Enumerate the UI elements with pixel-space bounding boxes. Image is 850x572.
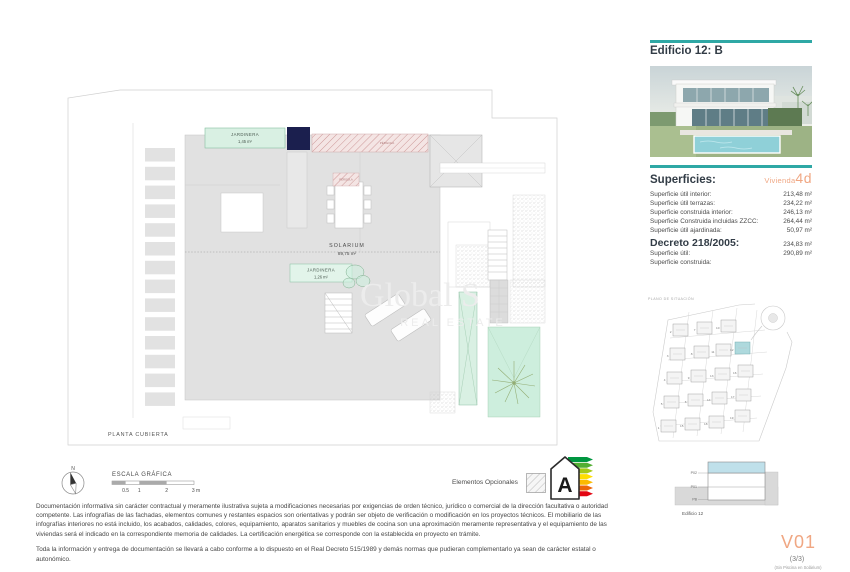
stairs (325, 293, 352, 333)
surfaces-list (650, 192, 812, 237)
svg-text:4: 4 (663, 378, 666, 382)
floor-label-p02: P02 (690, 471, 697, 476)
pergola-patch-note: PÉRGOLA (339, 177, 353, 182)
chimney-block (287, 127, 310, 150)
scale-tick-0: 0.5 (122, 488, 130, 494)
surface-row: Superficie útil ajardinada: 50,97 m² (650, 227, 812, 235)
disclaimer-paragraph-2: Toda la información y entrega de documentación se llevará a cabo conforme a lo dispuesto en el Real Decreto 515/1989 y demás normas que pudieran complementarlo ya sean de carácter estatal o autonómico. (36, 546, 596, 563)
section-highlighted-floor (708, 462, 765, 473)
building-render-image (650, 66, 812, 157)
map-block-highlighted (730, 342, 750, 354)
svg-text:14: 14 (707, 398, 711, 402)
plan-note-box (183, 417, 230, 429)
garden-tree (488, 327, 540, 417)
map-block (704, 416, 724, 428)
svg-text:13: 13 (710, 374, 714, 378)
map-block (667, 348, 685, 360)
energy-bar (568, 457, 593, 462)
vivienda-prefix: Vivienda (764, 176, 796, 185)
floor-label-p01: P01 (690, 485, 697, 490)
version-label: V01 (781, 532, 817, 552)
map-block (733, 365, 753, 377)
pergola-strip-note: PÉRGOLA (379, 141, 395, 145)
page-indicator: (3/3) (789, 556, 805, 563)
svg-text:17: 17 (731, 395, 735, 399)
svg-text:16: 16 (733, 371, 737, 375)
section-terrain-step (765, 472, 778, 505)
north-compass (56, 462, 90, 498)
surface-row: Superficie Construida incluidas ZZCC: 264,44 m² (650, 218, 812, 226)
superficies-header (650, 170, 812, 188)
solarium-area: 89,75 m² (337, 251, 357, 256)
svg-text:18: 18 (704, 422, 708, 426)
map-block (716, 320, 736, 332)
vivienda-tag (764, 170, 812, 188)
svg-text:11: 11 (711, 350, 715, 354)
section-building-body (708, 473, 765, 500)
building-title: Edificio 12: B (650, 45, 723, 57)
map-block (731, 389, 751, 401)
planter-mid (290, 264, 352, 282)
svg-text:8: 8 (690, 352, 693, 356)
map-block (691, 346, 709, 358)
pergola-strip (312, 134, 428, 152)
solarium-name: SOLARIUM (329, 243, 365, 249)
vivienda-code: 4d (795, 170, 812, 186)
sheet-footnote: (Sin Piscina en Solárium) (774, 565, 822, 570)
map-block (707, 392, 727, 404)
surface-row: Superficie útil terrazas: 234,22 m² (650, 200, 812, 208)
skylight (430, 135, 482, 187)
svg-text:7: 7 (693, 328, 696, 332)
site-map-note: PLANO DE SITUACIÓN (648, 297, 694, 301)
optional-hatch-swatch (526, 473, 546, 493)
watermark-subtitle: REAL ESTATE (400, 317, 506, 329)
outdoor-table (327, 182, 371, 228)
decreto-label-1: Superficie útil: (650, 250, 691, 258)
energy-rating-icon (548, 454, 604, 502)
decreto-value-2: 290,89 m² (783, 250, 812, 258)
svg-text:1: 1 (657, 426, 660, 430)
surface-row: Superficie útil interior: 213,48 m² (650, 191, 812, 198)
map-block (711, 344, 731, 356)
floor-label-pb: PB (692, 497, 697, 502)
energy-letter: A (557, 474, 573, 497)
decreto-block (650, 237, 812, 270)
disclaimer-paragraph-1: Documentación informativa sin carácter contractual y meramente ilustrativa sujeta a modificaciones necesarias por exigencias de orden técnico, jurídico o comercial de la dirección facultativa o autoridad competente. Las infografías de las fachadas, elementos comunes y restantes espacios son orientativas y podrán ser objeto de verificación o modificación en los proyectos técnicos. El mobiliario de las infografías interiores no está incluido, los acabados, calidades, colores, equipamiento, aparatos sanitarios y muebles de cocina son una aproximación meramente representativa y el equipamiento de las viviendas será el indicado en la correspondiente memoria de calidades. La certificación energética se corresponde con la establecida en proyecto en trámite. (36, 503, 608, 538)
planter-top (205, 128, 285, 148)
divider-top (650, 40, 812, 43)
svg-text:5: 5 (660, 402, 663, 406)
map-block (680, 418, 700, 430)
svg-text:3: 3 (666, 354, 669, 358)
planter-top-area: 1,45 m² (238, 139, 252, 144)
plan-title: PLANTA CUBIERTA (108, 432, 169, 438)
floor-plan-drawing (25, 78, 625, 453)
pergola-table-patch (333, 173, 359, 186)
section-caption: Edificio 12 (682, 511, 704, 516)
optional-elements-label: Elementos Opcionales (452, 479, 518, 486)
surface-row: Superficie construida interior: 246,13 m² (650, 209, 812, 217)
map-block (694, 322, 712, 334)
scale-tick-3: 3 m (191, 488, 201, 494)
decreto-heading: Decreto 218/2005: (650, 237, 740, 249)
map-block (685, 394, 703, 406)
planter-top-label: JARDINERA (231, 132, 259, 137)
svg-text:9: 9 (687, 376, 690, 380)
svg-text:2: 2 (669, 330, 672, 334)
map-block (661, 396, 679, 408)
decreto-value-1: 234,83 m² (783, 241, 812, 248)
svg-text:6: 6 (684, 400, 687, 404)
louver-slats (145, 148, 175, 406)
map-block (670, 324, 688, 336)
svg-text:12: 12 (730, 348, 734, 352)
site-map-blocks (658, 320, 753, 432)
roundabout (751, 306, 785, 340)
legal-disclaimer (36, 502, 616, 570)
svg-text:19: 19 (730, 416, 734, 420)
north-label: N (71, 466, 75, 472)
ladder (488, 230, 507, 280)
svg-text:15: 15 (680, 424, 684, 428)
site-map (643, 292, 813, 450)
scale-tick-2: 2 (165, 488, 168, 494)
svg-text:10: 10 (716, 326, 720, 330)
scale-title: ESCALA GRÁFICA (112, 472, 173, 478)
scale-tick-1: 1 (137, 488, 141, 494)
divider-superficies (650, 165, 812, 168)
planter-mid-label: JARDINERA (307, 267, 335, 273)
watermark-brand: Global S (360, 277, 480, 314)
graphic-scale (108, 468, 208, 498)
building-section-diagram (648, 440, 793, 522)
decreto-label-2: Superficie construida: (650, 259, 712, 267)
planter-mid-area: 1,26 m² (314, 274, 328, 280)
parapet-strip (440, 163, 545, 173)
superficies-heading: Superficies: (650, 174, 716, 186)
